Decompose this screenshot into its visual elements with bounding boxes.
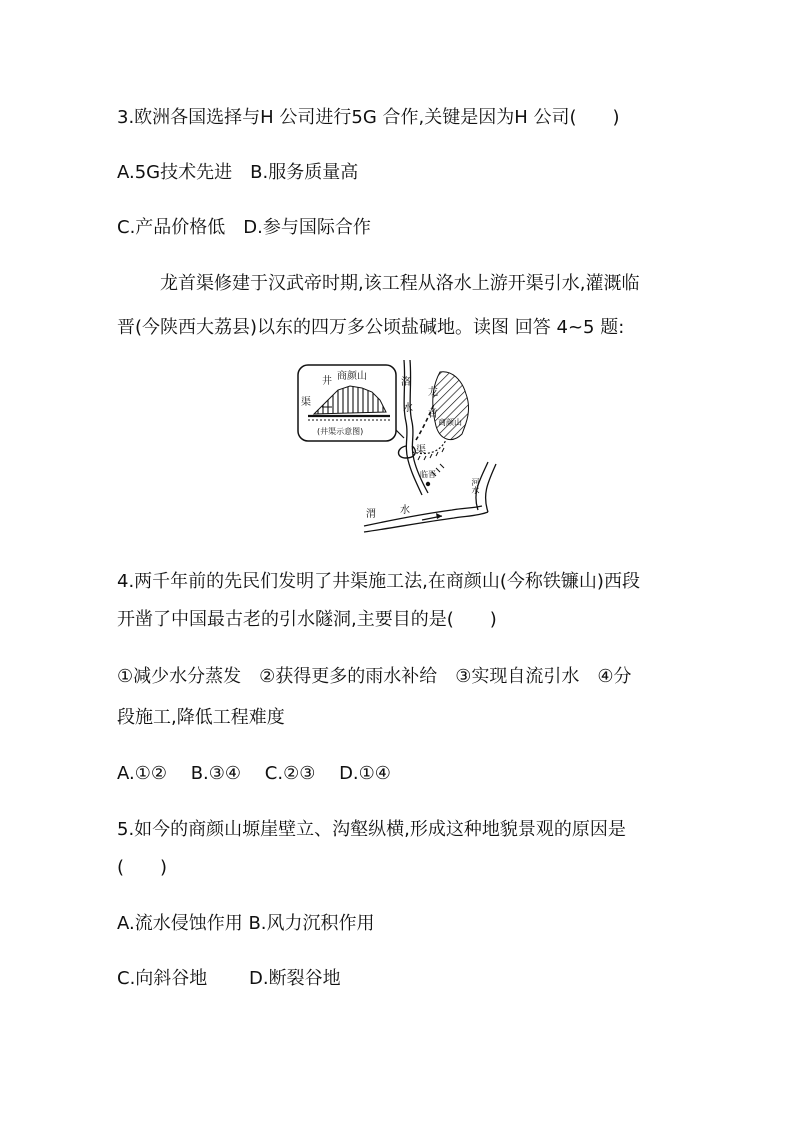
passage-line-1: 龙首渠修建于汉武帝时期,该工程从洛水上游开渠引水,灌溉临 bbox=[160, 273, 640, 294]
longshou-canal-map bbox=[292, 360, 504, 536]
linjin-dot bbox=[426, 482, 430, 486]
q5-stem-line-1: 5.如今的商颜山塬崖壁立、沟壑纵横,形成这种地貌景观的原因是 bbox=[117, 819, 626, 840]
q3-options-row-2: C.产品价格低 D.参与国际合作 bbox=[117, 217, 371, 238]
label-linjin: 临晋 bbox=[420, 470, 436, 479]
q4-options-line-1: ①减少水分蒸发 ②获得更多的雨水补给 ③实现自流引水 ④分 bbox=[117, 666, 632, 687]
q4-options-line-2: 段施工,降低工程难度 bbox=[117, 707, 285, 728]
passage-line-2: 晋(今陕西大荔县)以东的四万多公顷盐碱地。读图 回答 4~5 题: bbox=[117, 317, 625, 338]
label-wei-shui: 水 bbox=[400, 505, 410, 516]
label-shou: 首 bbox=[428, 409, 438, 420]
label-luo: 洛 bbox=[401, 377, 411, 388]
inset-caption: (井渠示意图) bbox=[317, 427, 364, 436]
q5-options-row-1: A.流水侵蚀作用 B.风力沉积作用 bbox=[117, 913, 375, 934]
inset-label-mountain: 商颜山 bbox=[337, 371, 367, 382]
inset-label-canal: 渠 bbox=[301, 397, 311, 408]
q5-stem-line-2: ( ) bbox=[117, 857, 168, 878]
q5-options-row-2: C.向斜谷地 D.断裂谷地 bbox=[117, 968, 341, 989]
label-wei: 渭 bbox=[366, 509, 376, 520]
huanghe-right bbox=[486, 464, 496, 512]
inset-connector bbox=[396, 430, 404, 438]
q4-stem-line-1: 4.两千年前的先民们发明了井渠施工法,在商颜山(今称铁镰山)西段 bbox=[117, 571, 640, 592]
label-shangyanshan: 商颜山 bbox=[438, 418, 462, 427]
q4-choices: A.①② B.③④ C.②③ D.①④ bbox=[117, 763, 391, 784]
label-huanghe: 河水 bbox=[471, 478, 480, 494]
inset-label-well: 井 bbox=[322, 376, 332, 387]
q3-options-row-1: A.5G技术先进 B.服务质量高 bbox=[117, 162, 359, 183]
shangyan-mountain bbox=[433, 372, 469, 440]
label-qu: 渠 bbox=[416, 445, 426, 456]
wei-flow-arrowhead bbox=[436, 513, 442, 519]
label-luo-shui: 水 bbox=[403, 403, 413, 414]
label-long: 龙 bbox=[428, 387, 438, 398]
q3-stem: 3.欧洲各国选择与H 公司进行5G 合作,关键是因为H 公司( ) bbox=[117, 107, 620, 128]
q4-stem-line-2: 开凿了中国最古老的引水隧洞,主要目的是( ) bbox=[117, 609, 497, 630]
